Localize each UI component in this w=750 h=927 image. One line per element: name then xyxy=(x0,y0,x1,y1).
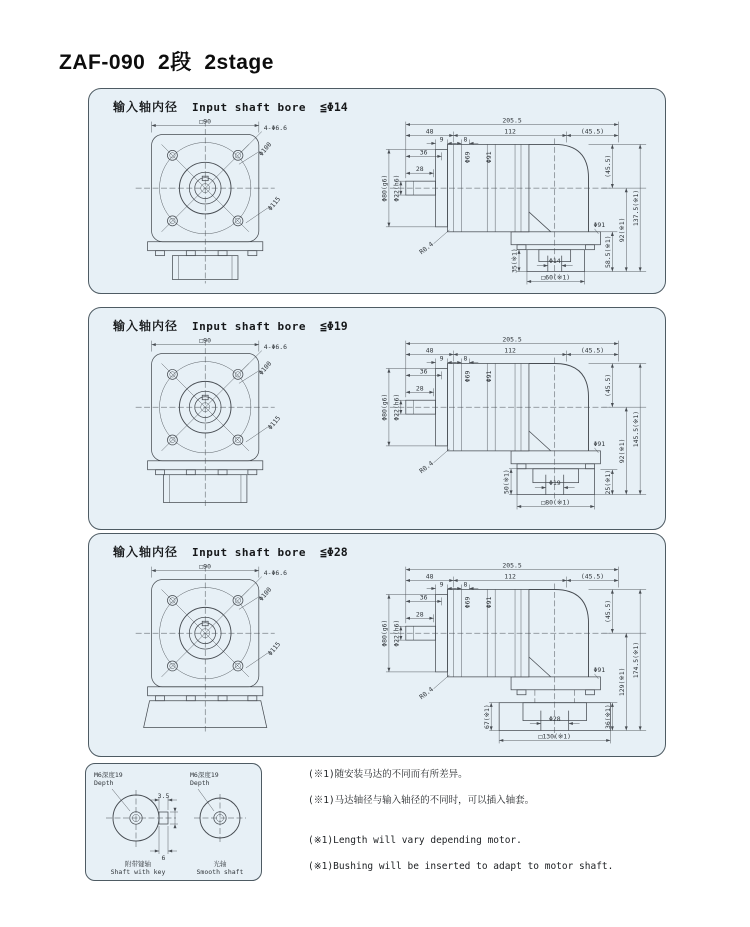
pilot-dia-label: Φ80(g6) xyxy=(380,174,389,202)
dim-label: 112 xyxy=(504,572,516,581)
front-holes-label: 4-Φ6.6 xyxy=(263,343,288,352)
header-cn: 输入轴内径 xyxy=(113,545,179,559)
v-inner-label: 58.5(※1) xyxy=(603,235,612,268)
front-bolt-circle-label: Φ100 xyxy=(257,585,274,603)
front-corner-dia-label: Φ115 xyxy=(266,195,283,213)
side-view xyxy=(381,562,647,744)
v-overall-label: 137.5(※1) xyxy=(631,189,640,227)
header-en: Input shaft bore xyxy=(192,320,306,333)
shaft-end-drawing xyxy=(86,764,260,878)
front-holes-label: 4-Φ6.6 xyxy=(263,569,288,578)
v-inner-label: 25(※1) xyxy=(603,469,612,495)
header-bore: ≦Φ28 xyxy=(319,545,348,559)
header-en: Input shaft bore xyxy=(192,101,306,114)
dim-label: 8 xyxy=(463,354,468,363)
tap-depth-label: M6深度19 xyxy=(190,771,219,779)
header-bore: ≦Φ19 xyxy=(319,319,348,333)
dim-label: 36 xyxy=(419,593,428,602)
shaft-end-detail-box xyxy=(85,763,262,881)
panel-bore-19 xyxy=(88,307,666,530)
dim-overall: 205.5 xyxy=(502,116,522,125)
caption-shaft-with-key-cn: 附带键轴 xyxy=(125,860,151,868)
caption-shaft-with-key-en: Shaft with key xyxy=(110,868,166,876)
body-mid-dia-label: Φ91 xyxy=(485,370,494,383)
technical-drawing-bore14 xyxy=(90,116,664,293)
output-shaft-dia-label: Φ22(h6) xyxy=(392,393,401,421)
note-cn-1: (※1)随安装马达的不同而有所差异。 xyxy=(308,769,468,780)
dim-label: 48 xyxy=(425,127,434,136)
dim-label: 112 xyxy=(504,346,516,355)
motor-shaft-bore-label: Φ14 xyxy=(548,256,561,265)
motor-shaft-bore-label: Φ19 xyxy=(548,478,561,487)
panel-header xyxy=(89,534,665,560)
dim-label: 9 xyxy=(439,580,444,589)
note-cn-2: (※1)马达轴径与输入轴径的不同时，可以插入轴套。 xyxy=(308,795,535,806)
body-front-dia-label: Φ69 xyxy=(463,370,472,383)
flange-dia-label: Φ91 xyxy=(593,439,606,448)
front-view xyxy=(136,337,287,507)
front-view xyxy=(136,118,287,284)
dim-label: 28 xyxy=(415,384,424,393)
fillet-label: R0.4 xyxy=(417,459,435,476)
front-bolt-circle-label: Φ100 xyxy=(257,140,274,158)
technical-drawing-bore28 xyxy=(90,561,664,757)
body-mid-dia-label: Φ91 xyxy=(485,151,494,164)
dim-label: (45.5) xyxy=(580,572,605,581)
base-square-label: □130(※1) xyxy=(538,732,572,741)
dim-label: 28 xyxy=(415,610,424,619)
v-mid-label: 92(※1) xyxy=(617,217,626,243)
dim-label: 9 xyxy=(439,354,444,363)
base-height-label: 35(※1) xyxy=(510,248,519,273)
dim-overall: 205.5 xyxy=(502,561,522,570)
fillet-label: R0.4 xyxy=(417,685,435,702)
body-front-dia-label: Φ69 xyxy=(463,151,472,164)
body-front-dia-label: Φ69 xyxy=(463,596,472,609)
key-offset-label: 3.5 xyxy=(157,792,170,800)
front-square-label: □90 xyxy=(199,336,212,345)
fillet-label: R0.4 xyxy=(417,240,435,257)
base-height-label: 50(※1) xyxy=(502,469,511,495)
dim-label: 36 xyxy=(419,148,428,157)
panel-bore-14 xyxy=(88,88,666,294)
v-top-label: (45.5) xyxy=(603,154,612,178)
dim-label: 9 xyxy=(439,135,444,144)
smooth-shaft-view xyxy=(190,770,246,876)
note-en-1: (※1)Length will vary depending motor. xyxy=(308,835,522,846)
panel-header xyxy=(89,89,665,115)
tap-depth-label: M6深度19 xyxy=(94,771,123,779)
output-shaft-dia-label: Φ22(h6) xyxy=(392,174,401,202)
caption-smooth-shaft-cn: 光轴 xyxy=(213,860,227,868)
flange-dia-label: Φ91 xyxy=(593,665,606,674)
body-mid-dia-label: Φ91 xyxy=(485,596,494,609)
dim-label: 28 xyxy=(415,165,424,174)
dim-label: 48 xyxy=(425,572,434,581)
page-title: ZAF-090 2段 2stage xyxy=(59,51,274,74)
v-top-label: (45.5) xyxy=(603,373,612,397)
front-corner-dia-label: Φ115 xyxy=(266,640,283,658)
front-corner-dia-label: Φ115 xyxy=(266,414,283,432)
note-en-2: (※1)Bushing will be inserted to adapt to motor shaft. xyxy=(308,861,614,872)
dim-label: 48 xyxy=(425,346,434,355)
motor-shaft-bore-label: Φ28 xyxy=(548,714,561,723)
front-square-label: □90 xyxy=(199,562,212,571)
v-inner-label: 36(※1) xyxy=(603,704,612,729)
header-cn: 输入轴内径 xyxy=(113,100,179,114)
dim-label: 36 xyxy=(419,367,428,376)
base-height-label: 67(※1) xyxy=(482,704,491,729)
dim-label: 112 xyxy=(504,127,516,136)
v-mid-label: 92(※1) xyxy=(617,438,626,464)
header-en: Input shaft bore xyxy=(192,546,306,559)
key-width-label: 6 xyxy=(161,854,166,862)
side-view xyxy=(381,336,647,510)
pilot-dia-label: Φ80(g6) xyxy=(380,619,389,647)
v-mid-label: 129(※1) xyxy=(617,667,626,697)
panel-header xyxy=(89,308,665,334)
v-overall-label: 145.5(※1) xyxy=(631,410,640,448)
side-view xyxy=(381,117,647,285)
panel-bore-28 xyxy=(88,533,666,757)
header-cn: 输入轴内径 xyxy=(113,319,179,333)
dim-label: 8 xyxy=(463,580,468,589)
base-square-label: □80(※1) xyxy=(541,498,571,507)
output-shaft-dia-label: Φ22(h6) xyxy=(392,619,401,647)
dim-overall: 205.5 xyxy=(502,335,522,344)
dim-label: 8 xyxy=(463,135,468,144)
dim-label: (45.5) xyxy=(580,127,605,136)
flange-dia-label: Φ91 xyxy=(593,220,606,229)
v-overall-label: 174.5(※1) xyxy=(631,641,640,679)
depth-label: Depth xyxy=(190,779,210,787)
technical-drawing-bore19 xyxy=(90,335,664,529)
front-square-label: □90 xyxy=(199,117,212,126)
front-bolt-circle-label: Φ100 xyxy=(257,359,274,377)
pilot-dia-label: Φ80(g6) xyxy=(380,393,389,421)
dim-label: (45.5) xyxy=(580,346,605,355)
base-square-label: □60(※1) xyxy=(541,273,571,282)
v-top-label: (45.5) xyxy=(603,599,612,623)
caption-smooth-shaft-en: Smooth shaft xyxy=(196,868,244,876)
depth-label: Depth xyxy=(94,779,114,787)
front-holes-label: 4-Φ6.6 xyxy=(263,124,288,133)
notes xyxy=(308,763,653,873)
shaft-with-key-view xyxy=(94,770,178,876)
front-view xyxy=(136,563,287,732)
header-bore: ≦Φ14 xyxy=(319,100,348,114)
